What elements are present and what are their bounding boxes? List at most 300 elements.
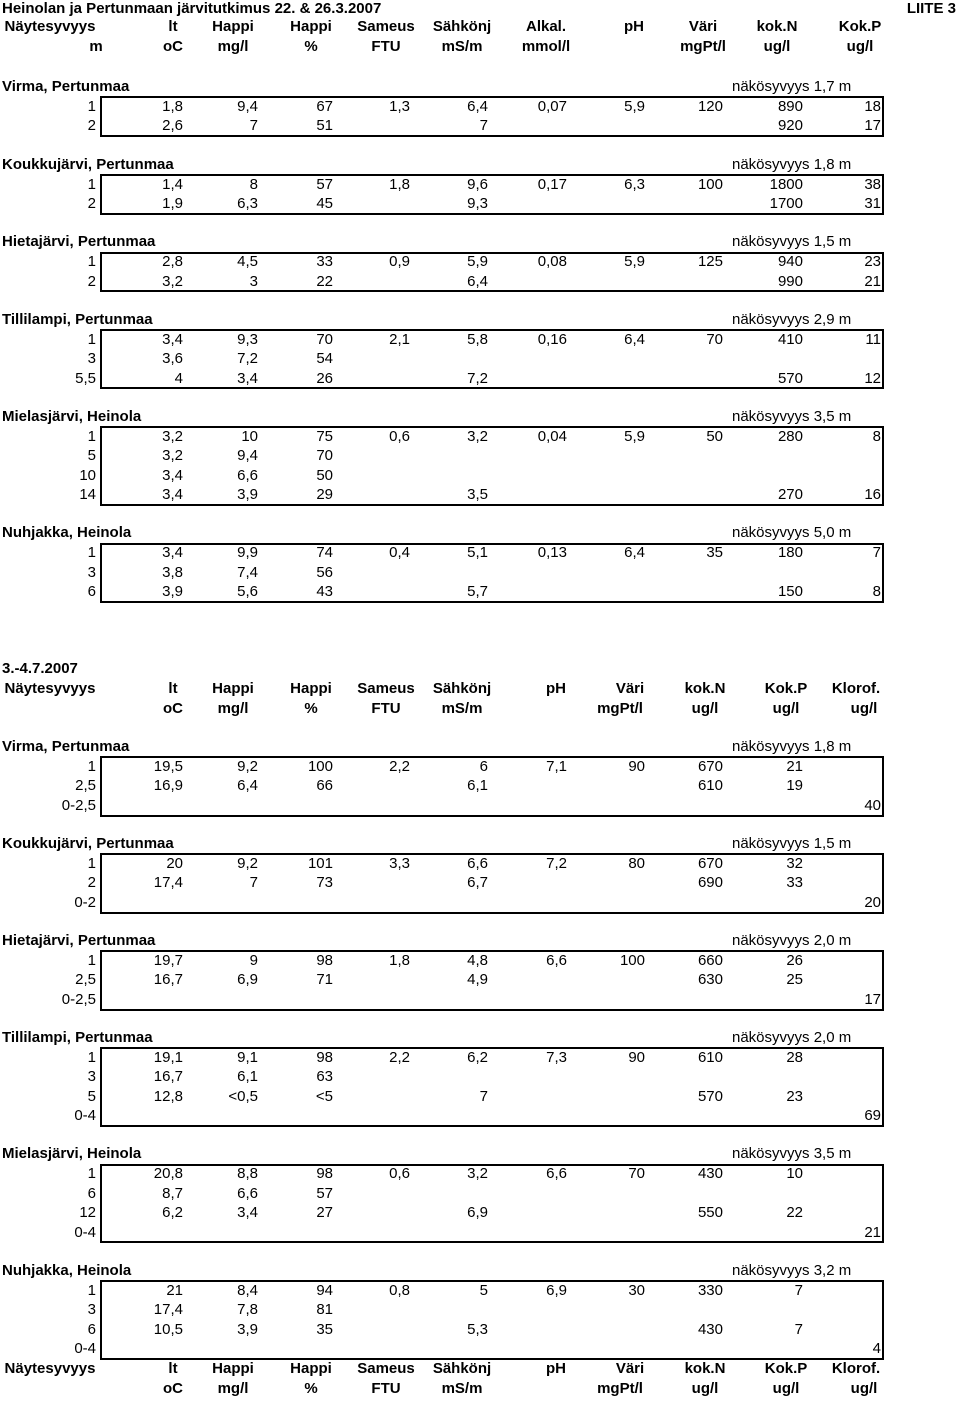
- value-cell: 16,7: [153, 1068, 183, 1086]
- value-cell: 6,6: [546, 951, 567, 969]
- value-cell: 990: [777, 272, 803, 290]
- header-3: Happi: [290, 680, 332, 697]
- value-cell: 8,7: [162, 1184, 183, 1202]
- depth-cell: 1: [87, 1165, 96, 1183]
- depth-cell: 0-2: [74, 893, 96, 911]
- value-cell: 16: [864, 485, 881, 503]
- value-cell: 270: [777, 485, 803, 503]
- unit-6: mmol/l: [521, 38, 571, 55]
- value-cell: 0,04: [537, 427, 567, 445]
- value-cell: 25: [786, 971, 803, 989]
- value-cell: 2,8: [162, 253, 183, 271]
- appendix-label: LIITE 3: [906, 0, 956, 17]
- depth-cell: 3: [87, 1301, 96, 1319]
- value-cell: 67: [316, 97, 333, 115]
- value-cell: 9,2: [237, 854, 258, 872]
- value-cell: 81: [316, 1301, 333, 1319]
- header-2: Happi: [212, 18, 254, 35]
- value-cell: 40: [864, 796, 881, 814]
- value-cell: 56: [316, 563, 333, 581]
- depth-cell: 0-2,5: [61, 796, 96, 814]
- value-cell: 1,4: [162, 175, 183, 193]
- value-cell: 7: [479, 1087, 488, 1105]
- value-cell: 10,5: [153, 1320, 183, 1338]
- value-cell: 30: [628, 1281, 645, 1299]
- depth-cell: 10: [79, 466, 96, 484]
- value-cell: 6,9: [467, 1204, 488, 1222]
- site-name: Hietajärvi, Pertunmaa: [2, 932, 156, 949]
- value-cell: 26: [316, 369, 333, 387]
- value-cell: 3,2: [162, 427, 183, 445]
- value-cell: 4: [872, 1339, 881, 1357]
- visibility-depth: näkösyvyys 2,9 m: [732, 310, 852, 328]
- value-cell: 7,2: [237, 350, 258, 368]
- header-4: Sameus: [357, 18, 415, 35]
- site-name: Nuhjakka, Heinola: [2, 524, 132, 542]
- value-cell: 7,2: [546, 854, 567, 872]
- value-cell: 940: [777, 253, 803, 271]
- value-cell: 101: [307, 854, 333, 872]
- visibility-depth: näkösyvyys 1,8 m: [732, 738, 852, 755]
- value-cell: 100: [697, 175, 723, 193]
- value-cell: 11: [865, 330, 881, 348]
- value-cell: 9,3: [467, 194, 488, 212]
- value-cell: <0,5: [228, 1087, 258, 1105]
- depth-cell: 3: [87, 350, 96, 368]
- header-8: Väri: [688, 18, 718, 35]
- visibility-depth: näkösyvyys 2,0 m: [732, 1029, 852, 1046]
- value-cell: 180: [777, 544, 803, 562]
- period-title: 3.-4.7.2007: [2, 660, 78, 677]
- value-cell: 73: [316, 874, 333, 892]
- header-10: Kok.P: [764, 680, 808, 697]
- value-cell: 6,9: [546, 1281, 567, 1299]
- value-cell: 0,16: [537, 330, 567, 348]
- value-cell: 430: [697, 1320, 723, 1338]
- footer-unit-5: mS/m: [441, 1380, 483, 1397]
- value-cell: 6,4: [624, 330, 645, 348]
- header-2: Happi: [212, 680, 254, 697]
- value-cell: 6,1: [237, 1068, 258, 1086]
- value-cell: 70: [316, 330, 333, 348]
- value-cell: 1,3: [389, 97, 410, 115]
- value-cell: 330: [697, 1281, 723, 1299]
- value-cell: 4: [174, 369, 183, 387]
- value-cell: 570: [697, 1087, 723, 1105]
- value-cell: 670: [697, 854, 723, 872]
- value-cell: 5,9: [467, 253, 488, 271]
- value-cell: 6,6: [237, 466, 258, 484]
- value-cell: 9,2: [237, 757, 258, 775]
- value-cell: 17,4: [153, 1301, 183, 1319]
- depth-cell: 1: [87, 175, 96, 193]
- value-cell: 3,2: [467, 1165, 488, 1183]
- value-cell: 5,9: [624, 97, 645, 115]
- value-cell: 80: [628, 854, 645, 872]
- value-cell: 29: [316, 485, 333, 503]
- value-cell: 6,6: [546, 1165, 567, 1183]
- unit-4: FTU: [371, 700, 401, 717]
- value-cell: 32: [786, 854, 803, 872]
- value-cell: 17,4: [153, 874, 183, 892]
- header-0: Näytesyvyys: [4, 680, 96, 697]
- value-cell: 31: [864, 194, 881, 212]
- depth-cell: 0-4: [74, 1223, 96, 1241]
- site-name: Virma, Pertunmaa: [2, 78, 130, 95]
- value-cell: <5: [315, 1087, 333, 1105]
- value-cell: 43: [316, 582, 333, 600]
- value-cell: 8,8: [237, 1165, 258, 1183]
- value-cell: 2,6: [162, 117, 183, 135]
- unit-5: mS/m: [441, 700, 483, 717]
- value-cell: 8: [872, 582, 881, 600]
- value-cell: 1,9: [162, 194, 183, 212]
- value-cell: 54: [316, 350, 333, 368]
- depth-cell: 0-4: [74, 1107, 96, 1125]
- value-cell: 94: [316, 1281, 333, 1299]
- value-cell: 51: [316, 117, 333, 135]
- depth-cell: 2,5: [75, 971, 96, 989]
- value-cell: 66: [316, 777, 333, 795]
- value-cell: 3,5: [467, 485, 488, 503]
- header-11: Klorof.: [831, 680, 881, 697]
- value-cell: 6,7: [467, 874, 488, 892]
- depth-cell: 0-2,5: [61, 990, 96, 1008]
- value-cell: 5: [479, 1281, 488, 1299]
- site-table-box: [100, 252, 884, 293]
- footer-header-8: Väri: [615, 1360, 645, 1377]
- unit-0: m: [89, 38, 103, 55]
- value-cell: 19,1: [153, 1048, 183, 1066]
- value-cell: 3,8: [162, 563, 183, 581]
- value-cell: 0,13: [537, 544, 567, 562]
- site-name: Tillilampi, Pertunmaa: [2, 1029, 153, 1046]
- depth-cell: 1: [87, 854, 96, 872]
- value-cell: 5,1: [467, 544, 488, 562]
- unit-5: mS/m: [441, 38, 483, 55]
- value-cell: 21: [166, 1281, 183, 1299]
- depth-cell: 5: [87, 1087, 96, 1105]
- depth-cell: 2: [87, 194, 96, 212]
- value-cell: 6,9: [237, 971, 258, 989]
- header-5: Sähkönj: [432, 18, 492, 35]
- header-3: Happi: [290, 18, 332, 35]
- value-cell: 70: [628, 1165, 645, 1183]
- visibility-depth: näkösyvyys 1,5 m: [732, 835, 852, 852]
- value-cell: 2,1: [389, 330, 410, 348]
- depth-cell: 1: [87, 757, 96, 775]
- unit-8: mgPt/l: [680, 38, 726, 55]
- site-name: Mielasjärvi, Heinola: [2, 1145, 142, 1163]
- unit-11: ug/l: [850, 700, 878, 717]
- value-cell: 19,5: [153, 757, 183, 775]
- value-cell: 71: [316, 971, 333, 989]
- value-cell: 5,9: [624, 427, 645, 445]
- value-cell: 6,6: [467, 854, 488, 872]
- value-cell: 3,4: [237, 1204, 258, 1222]
- value-cell: 1,8: [389, 175, 410, 193]
- value-cell: 7: [794, 1281, 803, 1299]
- value-cell: 4,8: [467, 951, 488, 969]
- depth-cell: 5: [87, 447, 96, 465]
- value-cell: 100: [619, 951, 645, 969]
- value-cell: 4,5: [237, 253, 258, 271]
- unit-10: ug/l: [772, 700, 800, 717]
- header-4: Sameus: [357, 680, 415, 697]
- value-cell: 3,2: [162, 447, 183, 465]
- header-7: pH: [546, 680, 566, 697]
- value-cell: 6,3: [237, 194, 258, 212]
- value-cell: 19: [786, 777, 803, 795]
- value-cell: 6,1: [467, 777, 488, 795]
- depth-cell: 1: [87, 330, 96, 348]
- depth-cell: 1: [87, 951, 96, 969]
- value-cell: 10: [786, 1165, 803, 1183]
- value-cell: 9,9: [237, 544, 258, 562]
- header-1: lt: [168, 680, 178, 697]
- value-cell: 0,8: [389, 1281, 410, 1299]
- value-cell: 6,2: [162, 1204, 183, 1222]
- footer-header-4: Sameus: [357, 1360, 415, 1377]
- depth-cell: 3: [87, 1068, 96, 1086]
- depth-cell: 6: [87, 1184, 96, 1202]
- value-cell: 670: [697, 757, 723, 775]
- footer-header-10: Kok.P: [764, 1360, 808, 1377]
- value-cell: 38: [864, 175, 881, 193]
- value-cell: 9,4: [237, 447, 258, 465]
- unit-1: oC: [163, 38, 183, 55]
- header-9: kok.N: [684, 680, 726, 697]
- unit-3: %: [304, 700, 318, 717]
- value-cell: 5,7: [467, 582, 488, 600]
- value-cell: 50: [706, 427, 723, 445]
- value-cell: 0,6: [389, 427, 410, 445]
- depth-cell: 0-4: [74, 1339, 96, 1357]
- unit-9: ug/l: [763, 38, 791, 55]
- value-cell: 6,6: [237, 1184, 258, 1202]
- header-7: pH: [624, 18, 644, 35]
- value-cell: 2,2: [389, 1048, 410, 1066]
- value-cell: 3,2: [467, 427, 488, 445]
- value-cell: 0,4: [389, 544, 410, 562]
- value-cell: 890: [777, 97, 803, 115]
- depth-cell: 1: [87, 544, 96, 562]
- value-cell: 26: [786, 951, 803, 969]
- value-cell: 21: [864, 272, 881, 290]
- visibility-depth: näkösyvyys 3,2 m: [732, 1261, 852, 1279]
- value-cell: 45: [316, 194, 333, 212]
- footer-header-2: Happi: [212, 1360, 254, 1377]
- depth-cell: 12: [79, 1204, 96, 1222]
- footer-header-3: Happi: [290, 1360, 332, 1377]
- unit-2: mg/l: [217, 700, 249, 717]
- value-cell: 9,6: [467, 175, 488, 193]
- value-cell: 5,8: [467, 330, 488, 348]
- site-table-box: [100, 756, 884, 816]
- depth-cell: 1: [87, 1281, 96, 1299]
- header-9: kok.N: [756, 18, 798, 35]
- site-name: Virma, Pertunmaa: [2, 738, 130, 755]
- site-name: Nuhjakka, Heinola: [2, 1261, 132, 1279]
- value-cell: 9,4: [237, 97, 258, 115]
- value-cell: 70: [706, 330, 723, 348]
- value-cell: 16,7: [153, 971, 183, 989]
- value-cell: 6,4: [467, 272, 488, 290]
- value-cell: 2,2: [389, 757, 410, 775]
- site-table-box: [100, 329, 884, 389]
- site-name: Mielasjärvi, Heinola: [2, 407, 142, 425]
- value-cell: 8,4: [237, 1281, 258, 1299]
- value-cell: 3,6: [162, 350, 183, 368]
- value-cell: 3,4: [162, 544, 183, 562]
- value-cell: 570: [777, 369, 803, 387]
- value-cell: 280: [777, 427, 803, 445]
- value-cell: 100: [307, 757, 333, 775]
- value-cell: 630: [697, 971, 723, 989]
- site-table-box: [100, 1280, 884, 1360]
- header-6: Alkal.: [525, 18, 567, 35]
- value-cell: 21: [864, 1223, 881, 1241]
- value-cell: 20: [864, 893, 881, 911]
- value-cell: 3,9: [237, 1320, 258, 1338]
- site-name: Koukkujärvi, Pertunmaa: [2, 155, 174, 173]
- value-cell: 5,3: [467, 1320, 488, 1338]
- depth-cell: 3: [87, 563, 96, 581]
- value-cell: 0,9: [389, 253, 410, 271]
- site-name: Tillilampi, Pertunmaa: [2, 310, 153, 328]
- unit-4: FTU: [371, 38, 401, 55]
- value-cell: 7,3: [546, 1048, 567, 1066]
- value-cell: 610: [697, 777, 723, 795]
- value-cell: 610: [697, 1048, 723, 1066]
- value-cell: 920: [777, 117, 803, 135]
- value-cell: 12: [864, 369, 881, 387]
- value-cell: 35: [316, 1320, 333, 1338]
- depth-cell: 2: [87, 117, 96, 135]
- depth-cell: 1: [87, 427, 96, 445]
- unit-3: %: [304, 38, 318, 55]
- site-table-box: [100, 543, 884, 603]
- footer-unit-4: FTU: [371, 1380, 401, 1397]
- value-cell: 70: [316, 447, 333, 465]
- value-cell: 98: [316, 1165, 333, 1183]
- visibility-depth: näkösyvyys 3,5 m: [732, 1145, 852, 1163]
- value-cell: 22: [786, 1204, 803, 1222]
- header-8: Väri: [615, 680, 645, 697]
- footer-header-7: pH: [546, 1360, 566, 1377]
- value-cell: 6,4: [467, 97, 488, 115]
- value-cell: 6: [479, 757, 488, 775]
- value-cell: 150: [777, 582, 803, 600]
- depth-cell: 1: [87, 97, 96, 115]
- value-cell: 6,4: [237, 777, 258, 795]
- value-cell: 90: [628, 1048, 645, 1066]
- value-cell: 3,9: [162, 582, 183, 600]
- visibility-depth: näkösyvyys 3,5 m: [732, 407, 852, 425]
- header-1: lt: [168, 18, 178, 35]
- value-cell: 8: [249, 175, 258, 193]
- value-cell: 20,8: [153, 1165, 183, 1183]
- value-cell: 28: [786, 1048, 803, 1066]
- value-cell: 7,2: [467, 369, 488, 387]
- depth-cell: 2,5: [75, 777, 96, 795]
- site-table-box: [100, 950, 884, 1010]
- value-cell: 33: [786, 874, 803, 892]
- value-cell: 120: [697, 97, 723, 115]
- value-cell: 9,1: [237, 1048, 258, 1066]
- value-cell: 1,8: [162, 97, 183, 115]
- value-cell: 16,9: [153, 777, 183, 795]
- value-cell: 9: [249, 951, 258, 969]
- depth-cell: 2: [87, 272, 96, 290]
- value-cell: 1800: [769, 175, 803, 193]
- value-cell: 7: [479, 117, 488, 135]
- header-10: Kok.P: [838, 18, 882, 35]
- depth-cell: 6: [87, 582, 96, 600]
- site-table-box: [100, 96, 884, 137]
- value-cell: 9,3: [237, 330, 258, 348]
- value-cell: 430: [697, 1165, 723, 1183]
- value-cell: 8: [872, 427, 881, 445]
- value-cell: 0,07: [537, 97, 567, 115]
- site-table-box: [100, 174, 884, 215]
- site-table-box: [100, 1164, 884, 1244]
- value-cell: 3,2: [162, 272, 183, 290]
- value-cell: 7,4: [237, 563, 258, 581]
- value-cell: 35: [706, 544, 723, 562]
- site-table-box: [100, 1047, 884, 1127]
- value-cell: 7,8: [237, 1301, 258, 1319]
- value-cell: 660: [697, 951, 723, 969]
- footer-unit-11: ug/l: [850, 1380, 878, 1397]
- value-cell: 23: [864, 253, 881, 271]
- value-cell: 50: [316, 466, 333, 484]
- footer-header-1: lt: [168, 1360, 178, 1377]
- value-cell: 1700: [769, 194, 803, 212]
- value-cell: 17: [864, 990, 881, 1008]
- value-cell: 3: [249, 272, 258, 290]
- value-cell: 19,7: [153, 951, 183, 969]
- visibility-depth: näkösyvyys 1,8 m: [732, 155, 852, 173]
- value-cell: 10: [241, 427, 258, 445]
- value-cell: 63: [316, 1068, 333, 1086]
- footer-header-11: Klorof.: [831, 1360, 881, 1377]
- unit-10: ug/l: [846, 38, 874, 55]
- value-cell: 7: [794, 1320, 803, 1338]
- value-cell: 3,4: [162, 330, 183, 348]
- value-cell: 0,08: [537, 253, 567, 271]
- footer-unit-2: mg/l: [217, 1380, 249, 1397]
- footer-unit-3: %: [304, 1380, 318, 1397]
- value-cell: 22: [316, 272, 333, 290]
- unit-2: mg/l: [217, 38, 249, 55]
- value-cell: 1,8: [389, 951, 410, 969]
- value-cell: 550: [697, 1204, 723, 1222]
- value-cell: 3,9: [237, 485, 258, 503]
- depth-cell: 1: [87, 253, 96, 271]
- unit-8: mgPt/l: [597, 700, 643, 717]
- footer-header-9: kok.N: [684, 1360, 726, 1377]
- value-cell: 57: [316, 1184, 333, 1202]
- value-cell: 12,8: [153, 1087, 183, 1105]
- footer-header-5: Sähkönj: [432, 1360, 492, 1377]
- value-cell: 90: [628, 757, 645, 775]
- value-cell: 57: [316, 175, 333, 193]
- footer-header-0: Näytesyvyys: [4, 1360, 96, 1377]
- value-cell: 20: [166, 854, 183, 872]
- value-cell: 7: [872, 544, 881, 562]
- site-table-box: [100, 853, 884, 913]
